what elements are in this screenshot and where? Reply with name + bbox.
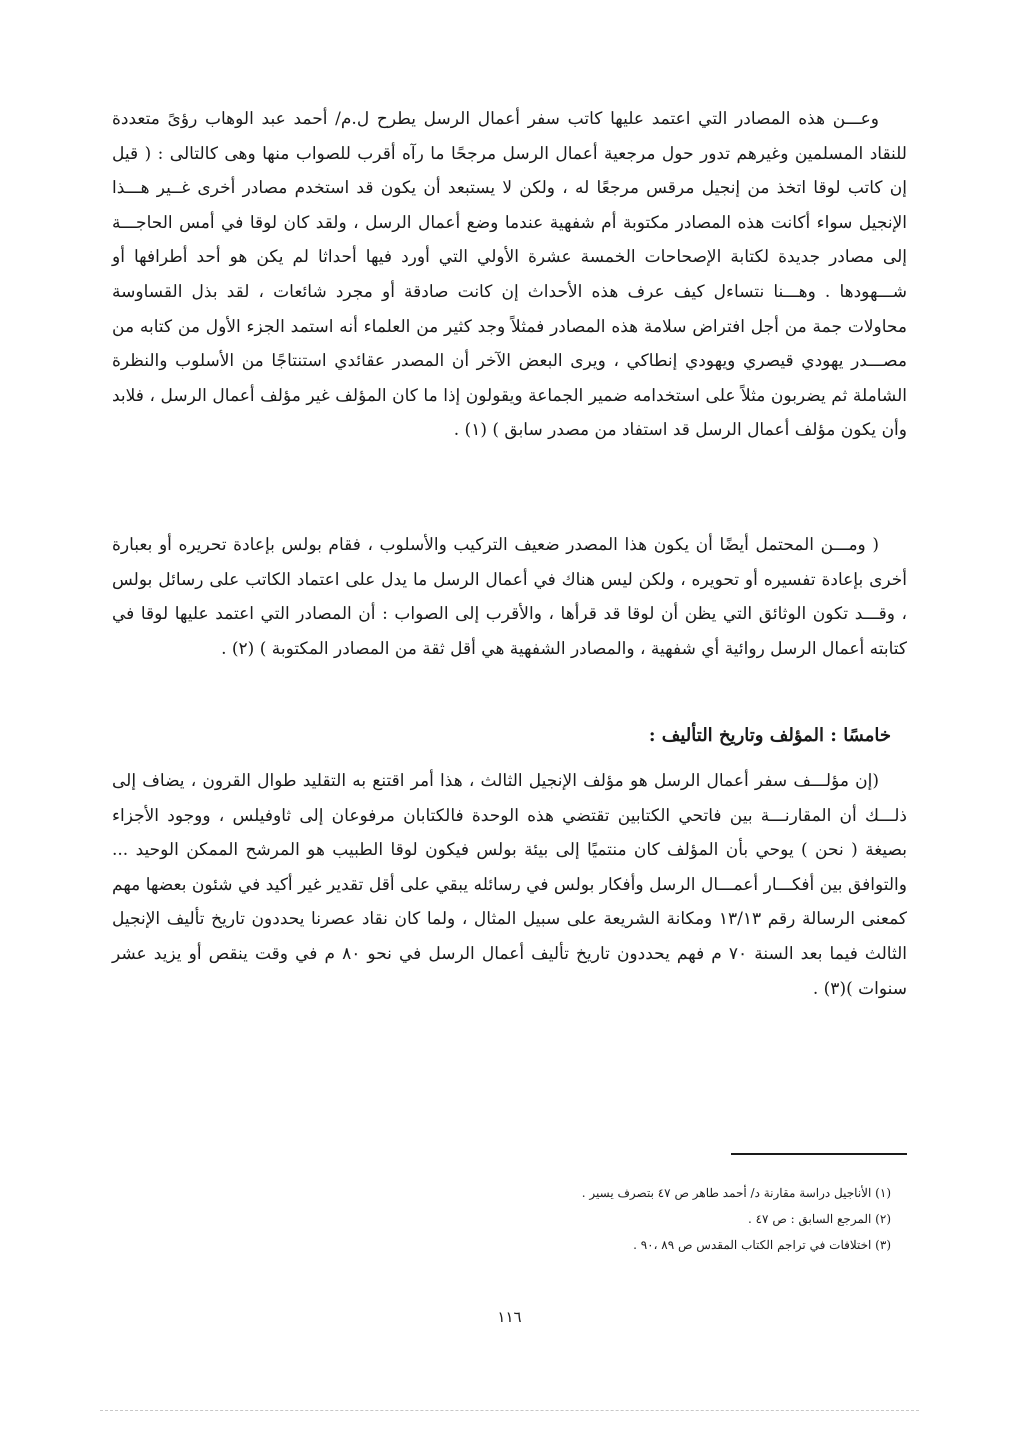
section-heading: خامسًا : المؤلف وتاريخ التأليف : — [648, 725, 891, 746]
scan-edge-marks — [100, 1410, 919, 1411]
page-number: ١١٦ — [497, 1308, 522, 1326]
paragraph-text: وعـــن هذه المصادر التي اعتمد عليها كاتب سفر أعمال الرسل يطرح ل.م/ أحمد عبد الوهاب رؤىً متعددة للنقاد المسلمين وغيرهم تدور حول مرجعية أعمال الرسل مرجحًا ما رآه أقرب للصواب منها وهى كالتالى : ( قيل إن كاتب لوقا اتخذ من إنجيل مرقس مرجعًا له ، ولكن لا يستبعد أن يكون قد استخدم مصادر أخرى غــير هـــذا الإنجيل سواء أكانت هذه المصادر مكتوبة أم شفهية عندما وضع أعمال الرسل ، ولقد كان لوقا في أمس الحاجـــة إلى مصادر جديدة لكتابة الإصحاحات الخمسة عشرة الأولي التي أورد فيها أحداثا لم يكن هو أحد أطرافها أو شـــهودها . وهـــنا نتساءل كيف عرف هذه الأحداث إن كانت صادقة أو مجرد شائعات ، لقد بذل القساوسة محاولات جمة من أجل افتراض سلامة هذه المصادر فمثلاً وجد كثير من العلماء أنه استمد الجزء الأول من كتابه من مصـــدر يهودي قيصري ويهودي إنطاكي ، ويرى البعض الآخر أن المصدر عقائدي استنتاجًا من الأسلوب والنظرة الشاملة ثم يضربون مثلاً على استخدامه ضمير الجماعة ويقولون إذا ما كان المؤلف غير مؤلف أعمال الرسل ، فلابد وأن يكون مؤلف أعمال الرسل قد استفاد من مصدر سابق ) (١) . — [112, 109, 907, 441]
footnote-3: (٣) اختلافات في تراجم الكتاب المقدس ص ٨٩ ،٩٠ . — [633, 1238, 891, 1252]
footnotes — [391, 1180, 891, 1258]
footnote-1: (١) الأناجيل دراسة مقارنة د/ أحمد طاهر ص ٤٧ بتصرف يسير . — [581, 1186, 891, 1200]
footnote-2: (٢) المرجع السابق : ص ٤٧ . — [747, 1212, 891, 1226]
body-paragraph-probable-source — [112, 528, 907, 666]
body-paragraph-author-date — [112, 764, 907, 1006]
body-paragraph-sources — [112, 102, 907, 448]
paragraph-text: ( ومـــن المحتمل أيضًا أن يكون هذا المصدر ضعيف التركيب والأسلوب ، فقام بولس بإعادة تحريره أو بعبارة أخرى بإعادة تفسيره أو تحويره ، ولكن ليس هناك في أعمال الرسل ما يدل على اعتماد الكاتب على رسائل بولس ، وقـــد تكون الوثائق التي يظن أن لوقا قد قرأها ، والأقرب إلى الصواب : أن المصادر التي اعتمد عليها لوقا في كتابته أعمال الرسل روائية أي شفهية ، والمصادر الشفهية هي أقل ثقة من المصادر المكتوبة ) (٢) . — [112, 535, 907, 659]
paragraph-text: (إن مؤلـــف سفر أعمال الرسل هو مؤلف الإنجيل الثالث ، هذا أمر اقتنع به التقليد طوال القرون ، يضاف إلى ذلـــك أن المقارنـــة بين فاتحي الكتابين تقتضي هذه الوحدة فالكتابان مرفوعان إلى ثاوفيلس ، ووجود الأجزاء بصيغة ( نحن ) يوحي بأن المؤلف كان منتميًا إلى بيئة بولس فيكون لوقا الطبيب هو المرشح الممكن الوحيد ... والتوافق بين أفكـــار أعمـــال الرسل وأفكار بولس في رسائله يبقي على أقل تقدير غير أكيد في شئون بعضها مهم كمعنى الرسالة رقم ١٣/١٣ ومكانة الشريعة على سبيل المثال ، ولما كان نقاد عصرنا يحددون تاريخ تأليف الإنجيل الثالث فيما بعد السنة ٧٠ م فهم يحددون تاريخ تأليف أعمال الرسل في نحو ٨٠ م في وقت ينقص أو يزيد عشر سنوات )(٣) . — [112, 771, 907, 999]
footnote-divider — [731, 1153, 907, 1155]
